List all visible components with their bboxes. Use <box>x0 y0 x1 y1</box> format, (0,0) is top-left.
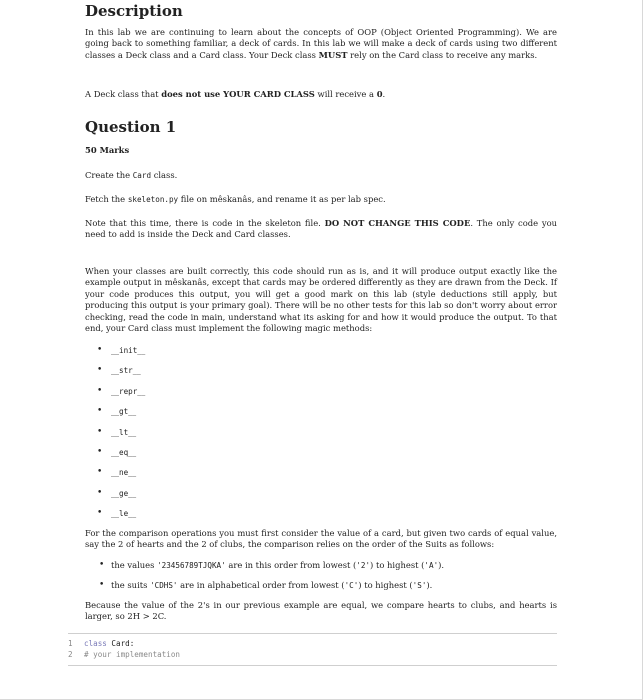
magic-method-item: • __lt__ <box>97 427 145 447</box>
code-line: 2 # your implementation <box>68 650 181 659</box>
fetch-instruction: Fetch the skeleton.py file on mêskanâs, and rename it as per lab spec. <box>85 194 386 204</box>
value-order-rule: • the values '23456789TJQKA' are in this order from lowest ('2') to highest ('A'). <box>97 560 557 571</box>
magic-method-item: • __gt__ <box>97 406 145 426</box>
magic-method-item: • __str__ <box>97 365 145 385</box>
code-line: 1 class Card: <box>68 639 135 648</box>
question-heading: Question 1 <box>85 118 177 136</box>
description-heading: Description <box>85 2 183 20</box>
comparison-paragraph: For the comparison operations you must first consider the value of a card, but given two cards of equal value, say the 2 of hearts and the 2 of clubs, the comparison relies on the order of the Suits as follows: <box>85 528 557 550</box>
marks-label: 50 Marks <box>85 145 130 155</box>
skeleton-note: Note that this time, there is code in the skeleton file. DO NOT CHANGE THIS CODE. The only code you need to add is inside the Deck and Card classes. <box>85 218 558 240</box>
grading-warning: A Deck class that does not use YOUR CARD CLASS will receive a 0. <box>85 89 386 99</box>
magic-method-item: • __eq__ <box>97 447 145 467</box>
code-listing <box>68 633 557 666</box>
magic-method-item: • __ne__ <box>97 467 145 487</box>
magic-method-item: • __init__ <box>97 345 145 365</box>
magic-method-item: • __ge__ <box>97 488 145 508</box>
magic-method-item: • __repr__ <box>97 386 145 406</box>
magic-methods-list <box>97 345 145 529</box>
output-explanation: When your classes are built correctly, this code should run as is, and it will produce output exactly like the example output in mêskanâs, except that cards may be ordered differently as they are drawn from the Deck. If your code produces this output, you will get a good mark on this lab (style deductions still apply, but producing this output is your primary goal). There will be no other tests for this lab so don't worry about error checking, read the code in main, understand what its asking for and how it would produce the output. To that end, your Card class must implement the following magic methods: <box>85 266 557 334</box>
description-paragraph: In this lab we are continuing to learn about the concepts of OOP (Object Oriented Programming). We are going back to something familiar, a deck of cards. In this lab we will make a deck of cards using two different classes a Deck class and a Card class. Your Deck class MUST rely on the Card class to receive any marks. <box>85 27 557 60</box>
magic-method-item: • __le__ <box>97 508 145 528</box>
comparison-example: Because the value of the 2's in our previous example are equal, we compare hearts to clubs, and hearts is larger, so 2H > 2C. <box>85 600 557 622</box>
ordering-rules-list <box>97 560 557 592</box>
create-instruction: Create the Card class. <box>85 170 178 180</box>
suit-order-rule: • the suits 'CDHS' are in alphabetical order from lowest ('C') to highest ('S'). <box>97 580 557 591</box>
